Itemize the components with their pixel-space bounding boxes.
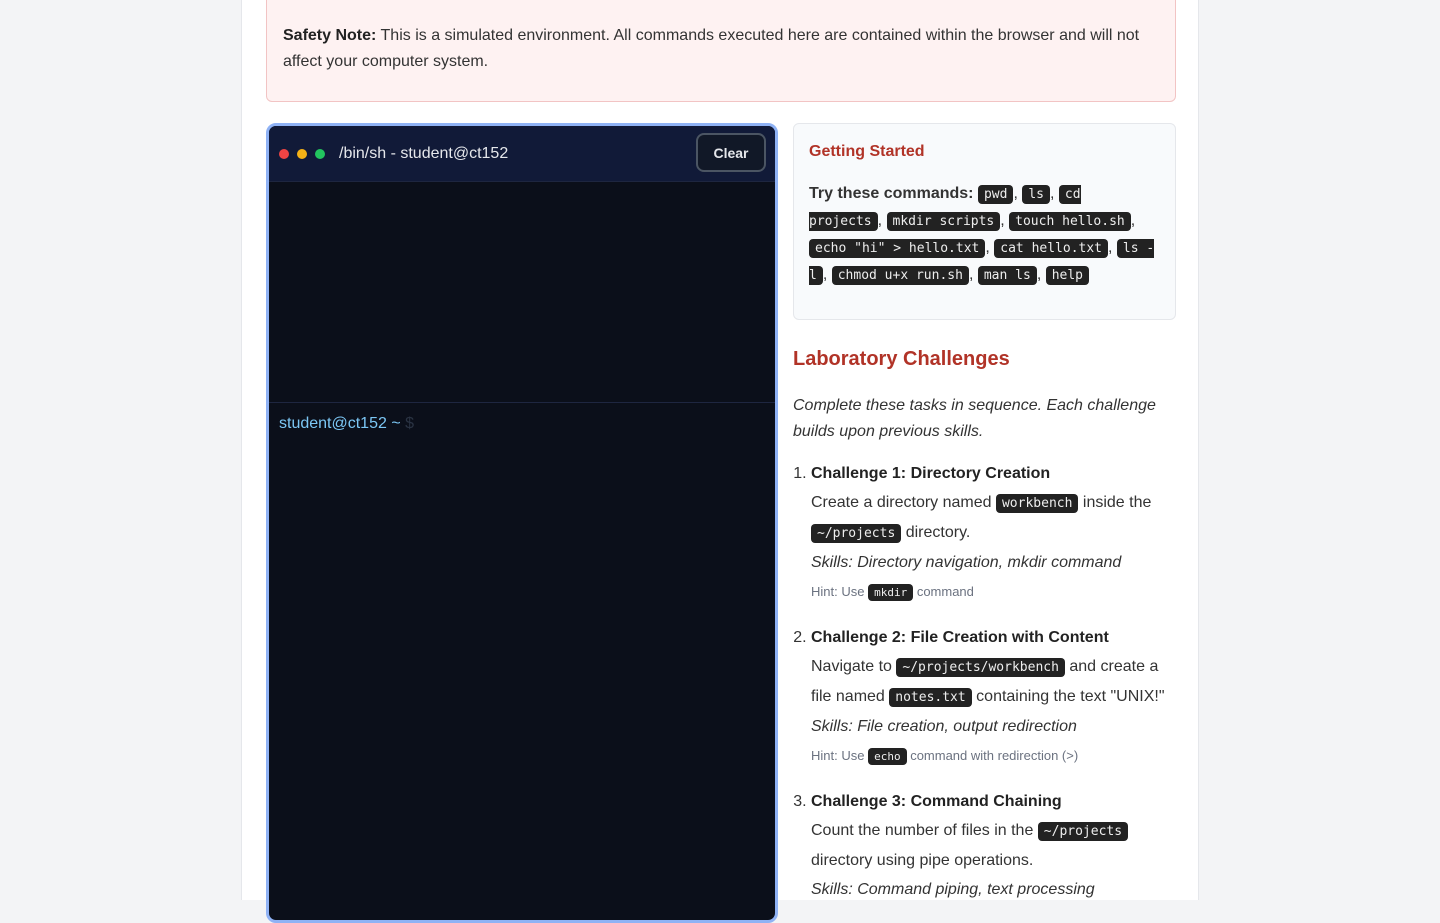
command-chip: echo "hi" > hello.txt — [809, 239, 985, 258]
terminal-title: /bin/sh - student@ct152 — [339, 144, 509, 162]
command-chip: cat hello.txt — [994, 239, 1108, 258]
command-chip: cd projects — [809, 187, 1081, 229]
challenge-skills: Skills: Directory navigation, mkdir command — [811, 554, 1122, 571]
challenge-description: Create a directory named workbench inside the ~/projects directory. — [811, 494, 1152, 541]
close-dot-icon — [279, 149, 289, 159]
safety-text: This is a simulated environment. All commands executed here are contained within the browser and will not affect your computer system. — [283, 27, 1140, 70]
getting-started-box — [793, 123, 1176, 320]
command-chip: mkdir scripts — [887, 212, 1001, 231]
safety-note — [266, 0, 1176, 102]
terminal-dollar: $ — [405, 415, 415, 432]
inline-code: ~/projects — [811, 524, 901, 543]
inline-code: workbench — [996, 494, 1078, 513]
terminal-output — [269, 182, 775, 403]
command-list: Try these commands: pwd , ls , cd projects , mkdir scripts , touch hello.sh , echo "hi" > hello.txt , cat hello.txt , ls -l , chmod u+x run.sh , man ls , help — [809, 185, 1155, 283]
inline-code: mkdir — [868, 584, 913, 601]
challenge-hint: Hint: Use mkdir command — [811, 584, 974, 599]
challenge-description: Count the number of files in the ~/projects directory using pipe operations. — [811, 816, 1176, 875]
side-panel — [793, 123, 1176, 920]
getting-started-title: Getting Started — [809, 143, 925, 160]
inline-code: echo — [868, 748, 907, 765]
safety-label: Safety Note: — [283, 27, 377, 44]
command-chip: ls -l — [809, 241, 1155, 283]
challenge-skills: Skills: File creation, output redirection — [811, 718, 1077, 735]
command-chip: chmod u+x run.sh — [832, 266, 969, 285]
challenge-item — [811, 459, 1176, 607]
clear-button[interactable]: Clear — [696, 133, 766, 172]
inline-code: ~/projects/workbench — [896, 658, 1065, 677]
challenge-list — [793, 459, 1176, 904]
command-chip: man ls — [978, 266, 1037, 285]
command-chip: ls — [1022, 185, 1050, 204]
lab-intro: Complete these tasks in sequence. Each challenge builds upon previous skills. — [793, 397, 1156, 440]
inline-code: notes.txt — [889, 688, 971, 707]
terminal[interactable] — [266, 123, 778, 923]
terminal-prompt: student@ct152 ~ — [279, 415, 401, 432]
challenge-item — [811, 787, 1176, 904]
challenge-title: 3. Challenge 3: Command Chaining — [811, 793, 1062, 810]
lab-title: Laboratory Challenges — [793, 348, 1010, 370]
terminal-header — [269, 126, 775, 182]
try-label: Try these commands: — [809, 185, 974, 202]
terminal-input-line[interactable] — [269, 403, 775, 445]
challenge-hint: Hint: Use echo command with redirection (>) — [811, 748, 1079, 763]
command-chip: help — [1046, 266, 1089, 285]
inline-code: ~/projects — [1038, 822, 1128, 841]
command-chip: touch hello.sh — [1009, 212, 1131, 231]
challenge-skills: Skills: Command piping, text processing — [811, 881, 1095, 898]
minimize-dot-icon — [297, 149, 307, 159]
command-chip: pwd — [978, 185, 1013, 204]
page — [241, 0, 1199, 900]
challenge-title: 2. Challenge 2: File Creation with Content — [811, 629, 1109, 646]
maximize-dot-icon — [315, 149, 325, 159]
challenge-description: Navigate to ~/projects/workbench and create a file named notes.txt containing the text "UNIX!" — [811, 658, 1165, 705]
challenge-item — [811, 623, 1176, 771]
challenge-title: 1. Challenge 1: Directory Creation — [811, 465, 1051, 482]
